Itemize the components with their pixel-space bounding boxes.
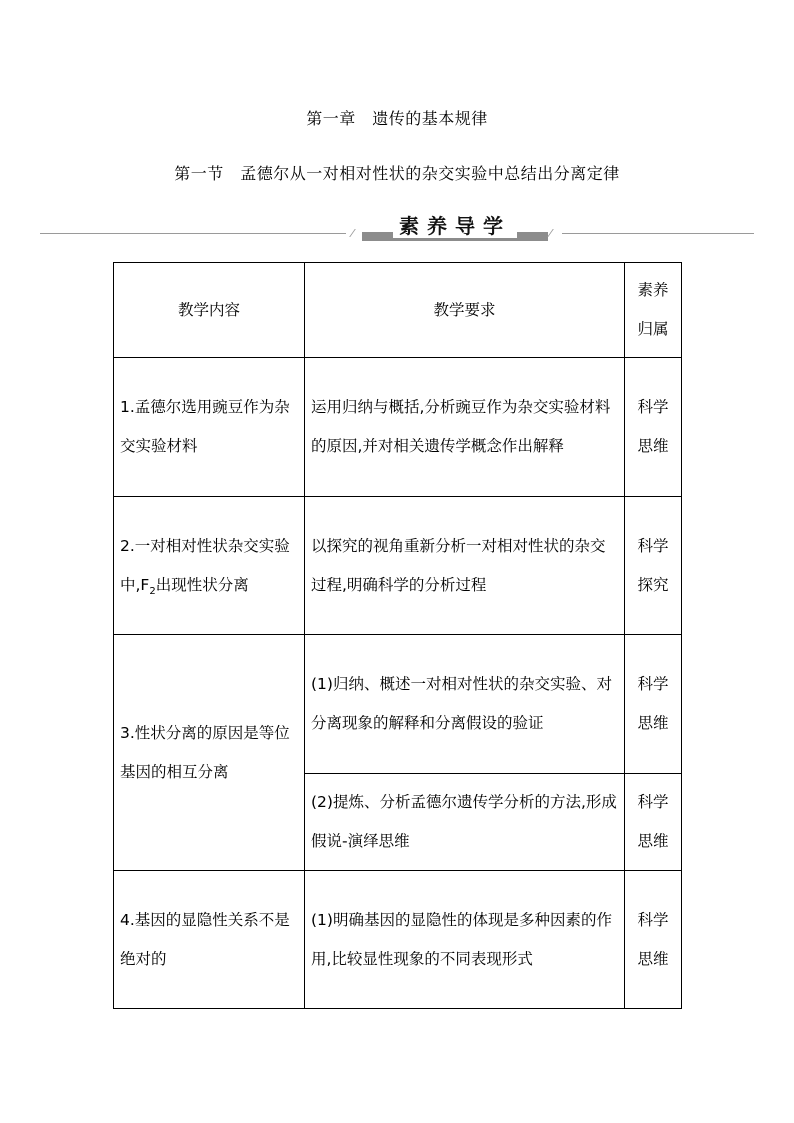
table-row xyxy=(114,635,682,774)
row-1-content: 1.孟德尔选用豌豆作为杂交实验材料 xyxy=(114,358,305,497)
banner-label: 素养导学 xyxy=(362,213,548,239)
header-content: 教学内容 xyxy=(114,263,305,358)
row-3a-literacy: 科学思维 xyxy=(625,635,682,774)
teaching-table xyxy=(113,262,682,1009)
row-1-requirement: 运用归纳与概括,分析豌豆作为杂交实验材料的原因,并对相关遗传学概念作出解释 xyxy=(305,358,625,497)
header-requirement: 教学要求 xyxy=(305,263,625,358)
row-4-requirement: (1)明确基因的显隐性的体现是多种因素的作用,比较显性现象的不同表现形式 xyxy=(305,871,625,1009)
row-2-content-pre: 2.一对相对性状杂交实验中,F xyxy=(120,536,290,594)
row-2-content xyxy=(114,497,305,635)
row-4-content: 4.基因的显隐性关系不是绝对的 xyxy=(114,871,305,1009)
header-literacy: 素养归属 xyxy=(625,263,682,358)
section-title: 第一节 孟德尔从一对相对性状的杂交实验中总结出分离定律 xyxy=(174,164,620,183)
banner-rule-left xyxy=(40,233,346,234)
row-1-literacy: 科学思维 xyxy=(625,358,682,497)
row-3-content: 3.性状分离的原因是等位基因的相互分离 xyxy=(114,635,305,871)
row-3b-requirement: (2)提炼、分析孟德尔遗传学分析的方法,形成假说-演绎思维 xyxy=(305,774,625,871)
row-2-requirement: 以探究的视角重新分析一对相对性状的杂交过程,明确科学的分析过程 xyxy=(305,497,625,635)
section-banner xyxy=(40,213,754,249)
banner-rule-right xyxy=(562,233,754,234)
row-2-literacy: 科学探究 xyxy=(625,497,682,635)
table-row xyxy=(114,497,682,635)
row-2-content-sub: 2 xyxy=(149,585,156,597)
table-header-row xyxy=(114,263,682,358)
row-4-literacy: 科学思维 xyxy=(625,871,682,1009)
table-row xyxy=(114,358,682,497)
chapter-title: 第一章 遗传的基本规律 xyxy=(306,109,488,128)
row-2-content-post: 出现性状分离 xyxy=(155,575,249,594)
row-3a-requirement: (1)归纳、概述一对相对性状的杂交实验、对分离现象的解释和分离假设的验证 xyxy=(305,635,625,774)
row-3b-literacy: 科学思维 xyxy=(625,774,682,871)
table-row xyxy=(114,871,682,1009)
